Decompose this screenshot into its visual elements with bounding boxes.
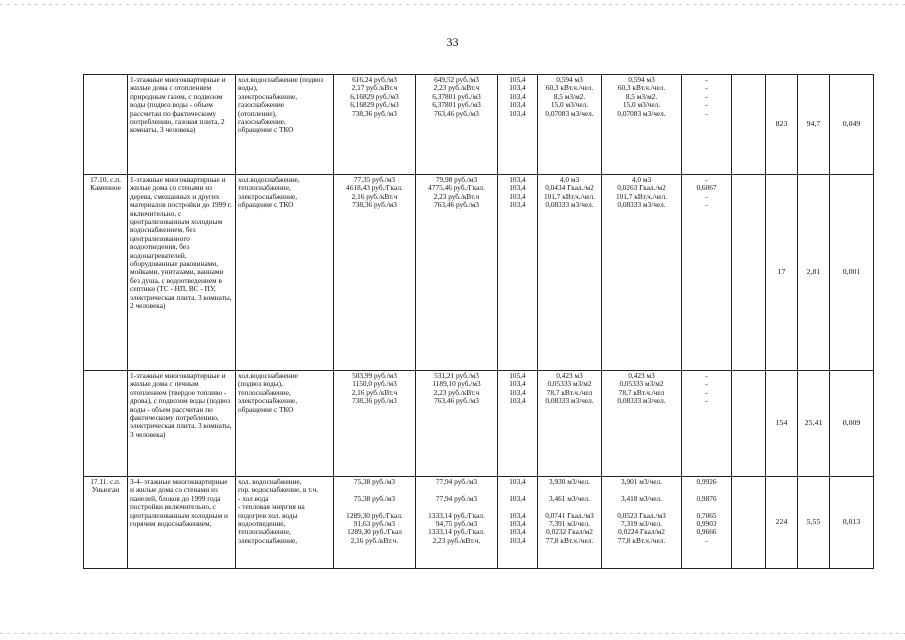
cell-number	[84, 371, 128, 477]
cell-tariff-2: 531,21 руб./м3 1189,10 руб./м3 2,23 руб./кВт.ч 763,46 руб./м3	[416, 371, 498, 477]
cell-services: хол.водоснабжение (подвоз воды), теплоснабжение, электроснабжение, обращение с ТКО	[236, 371, 334, 477]
cell-index: 103,4 103,4 103,4 103,4	[498, 175, 538, 371]
cell-description: 3-4- этажные многоквартирные и жилые дома со стенами из панелей, блоков до 1999 года постройки включительно, с централизованным холодным и горячим водоснабжением,	[128, 477, 236, 569]
cell-value-b: 2,81	[798, 175, 830, 371]
cell-norm-1: 0,594 м3 60,3 кВт.ч./чел. 8,5 м3/м2. 15,0 м3/чел. 0,07083 м3/чел.	[538, 75, 602, 175]
cell-value-b: 25,41	[798, 371, 830, 477]
cell-value-c: 0,013	[830, 477, 874, 569]
cell-norm-2: 4,0 м3 0,0263 Гкал./м2 101,7 кВт.ч./чел. 0,08333 м3/чел.	[602, 175, 682, 371]
table-row	[84, 175, 874, 371]
cell-extra	[732, 175, 766, 371]
cell-description: 1-этажные многоквартирные и жилые дома со стенами из дерева, смешанных и других материалов постройки до 1999 г. включительно, с централизованным холодным водоснабжением, без централизованного водоотведения, без водонагревателей, оборудованные раковинами, мойками, унитазами, ваннами без душа, с водоотведением в септики (ТС - НП, ВС - ПУ, электрическая плита, 3 комнаты, 2 человека)	[128, 175, 236, 371]
table-row	[84, 477, 874, 569]
cell-value-b: 94,7	[798, 75, 830, 175]
cell-norm-1: 4,0 м3 0,0434 Гкал./м2 101,7 кВт.ч./чел. 0,08333 м3/чел.	[538, 175, 602, 371]
cell-coefficient: - - - -	[682, 371, 732, 477]
cell-description: 1-этажные многоквартирные и жилые дома с печным отоплением (твердое топливо - дрова), с подвозом воды (подвоз воды - объем рассчитан по фактическому потреблению, электрическая плита, 3 комнаты, 3 человека)	[128, 371, 236, 477]
cell-tariff-2: 77,94 руб./м3 77,94 руб./м3 1333,14 руб./Гкал. 94,75 руб./м3 1333,14 руб./Гкал. 2,23 руб./кВт.ч.	[416, 477, 498, 569]
cell-extra	[732, 477, 766, 569]
cell-index: 105,4 103,4 103,4 103,4	[498, 371, 538, 477]
cell-services: хол.водоснабжение (подвоз воды), электроснабжение, газоснабжение (отопление), газоснабжение, обращение с ТКО	[236, 75, 334, 175]
cell-services: хол.водоснабжение, теплоснабжение, электроснабжение, обращение с ТКО	[236, 175, 334, 371]
cell-norm-2: 0,594 м3 60,3 кВт.ч./чел. 8,5 м3/м2. 15,0 м3/чел. 0,07083 м3/чел.	[602, 75, 682, 175]
cell-value-c: 0,009	[830, 371, 874, 477]
cell-tariff-2: 649,52 руб./м3 2,23 руб./кВт.ч 6,37801 руб./м3 6,37801 руб./м3 763,46 руб./м3	[416, 75, 498, 175]
cell-number: 17.10. с.п. Каменное	[84, 175, 128, 371]
cell-value-a: 224	[766, 477, 798, 569]
cell-extra	[732, 75, 766, 175]
cell-coefficient: 0,9926 0,9876 0,7065 0,9903 0,9666 -	[682, 477, 732, 569]
cell-tariff-2: 79,98 руб./м3 4775,46 руб./Гкал. 2,23 руб./кВт.ч 763,46 руб./м3	[416, 175, 498, 371]
table-row	[84, 75, 874, 175]
cell-number	[84, 75, 128, 175]
cell-norm-2: 0,423 м3 0,05333 м3/м2 78,7 кВт.ч./чел 0,08333 м3/чел.	[602, 371, 682, 477]
cell-index: 103,4 103,4 103,4 103,4 103,4 103,4	[498, 477, 538, 569]
cell-value-a: 154	[766, 371, 798, 477]
cell-value-b: 5,55	[798, 477, 830, 569]
cell-description: 1-этажные многоквартирные и жилые дома с отоплением природным газом, с подвозом воды (подвоз воды - объем рассчитан по фактическому потреблению, газовая плита, 2 комнаты, 3 человека)	[128, 75, 236, 175]
cell-tariff-1: 503,99 руб./м3 1150,0 руб./м3 2,16 руб./кВт.ч 738,36 руб./м3	[334, 371, 416, 477]
cell-coefficient: - 0,6067 - -	[682, 175, 732, 371]
cell-number: 17.11. с.п. Уньюган	[84, 477, 128, 569]
cell-value-a: 823	[766, 75, 798, 175]
cell-value-c: 0,049	[830, 75, 874, 175]
cell-services: хол. водоснабжение, гор. водоснабжение, в т.ч. - хол вода - тепловая энергия на подогрев хол. воды водоотведение, теплоснабжение, электроснабжение,	[236, 477, 334, 569]
cell-norm-1: 3,930 м3/чел. 3,461 м3/чел. 0,0741 Гкал./м3 7,391 м3/чел. 0,0232 Гкал/м2 77,8 кВт.ч./чел.	[538, 477, 602, 569]
scan-edge-bottom	[0, 633, 905, 634]
tariff-table	[83, 74, 874, 569]
cell-tariff-1: 75,38 руб./м3 75,38 руб./м3 1289,30 руб./Гкал. 91,63 руб./м3 1289,30 руб./Гкал 2,16 руб./кВт.ч.	[334, 477, 416, 569]
cell-tariff-1: 616,24 руб./м3 2,17 руб./кВт.ч 6,16829 руб./м3 6,16829 руб./м3 738,36 руб./м3	[334, 75, 416, 175]
table-row	[84, 371, 874, 477]
cell-tariff-1: 77,35 руб./м3 4618,43 руб./Гкал. 2,16 руб./кВт.ч 738,36 руб./м3	[334, 175, 416, 371]
cell-extra	[732, 371, 766, 477]
cell-value-c: 0,001	[830, 175, 874, 371]
page-number: 33	[446, 35, 459, 49]
cell-coefficient: - - - - -	[682, 75, 732, 175]
cell-norm-1: 0,423 м3 0,05333 м3/м2 78,7 кВт.ч./чел 0,08333 м3/чел.	[538, 371, 602, 477]
scan-edge-top	[0, 4, 905, 5]
cell-value-a: 17	[766, 175, 798, 371]
cell-norm-2: 3,901 м3/чел. 3,418 м3/чел. 0,0523 Гкал./м3 7,319 м3/чел. 0,0224 Гкал/м2 77,8 кВт.ч./чел.	[602, 477, 682, 569]
cell-index: 105,4 103,4 103,4 103,4 103,4	[498, 75, 538, 175]
